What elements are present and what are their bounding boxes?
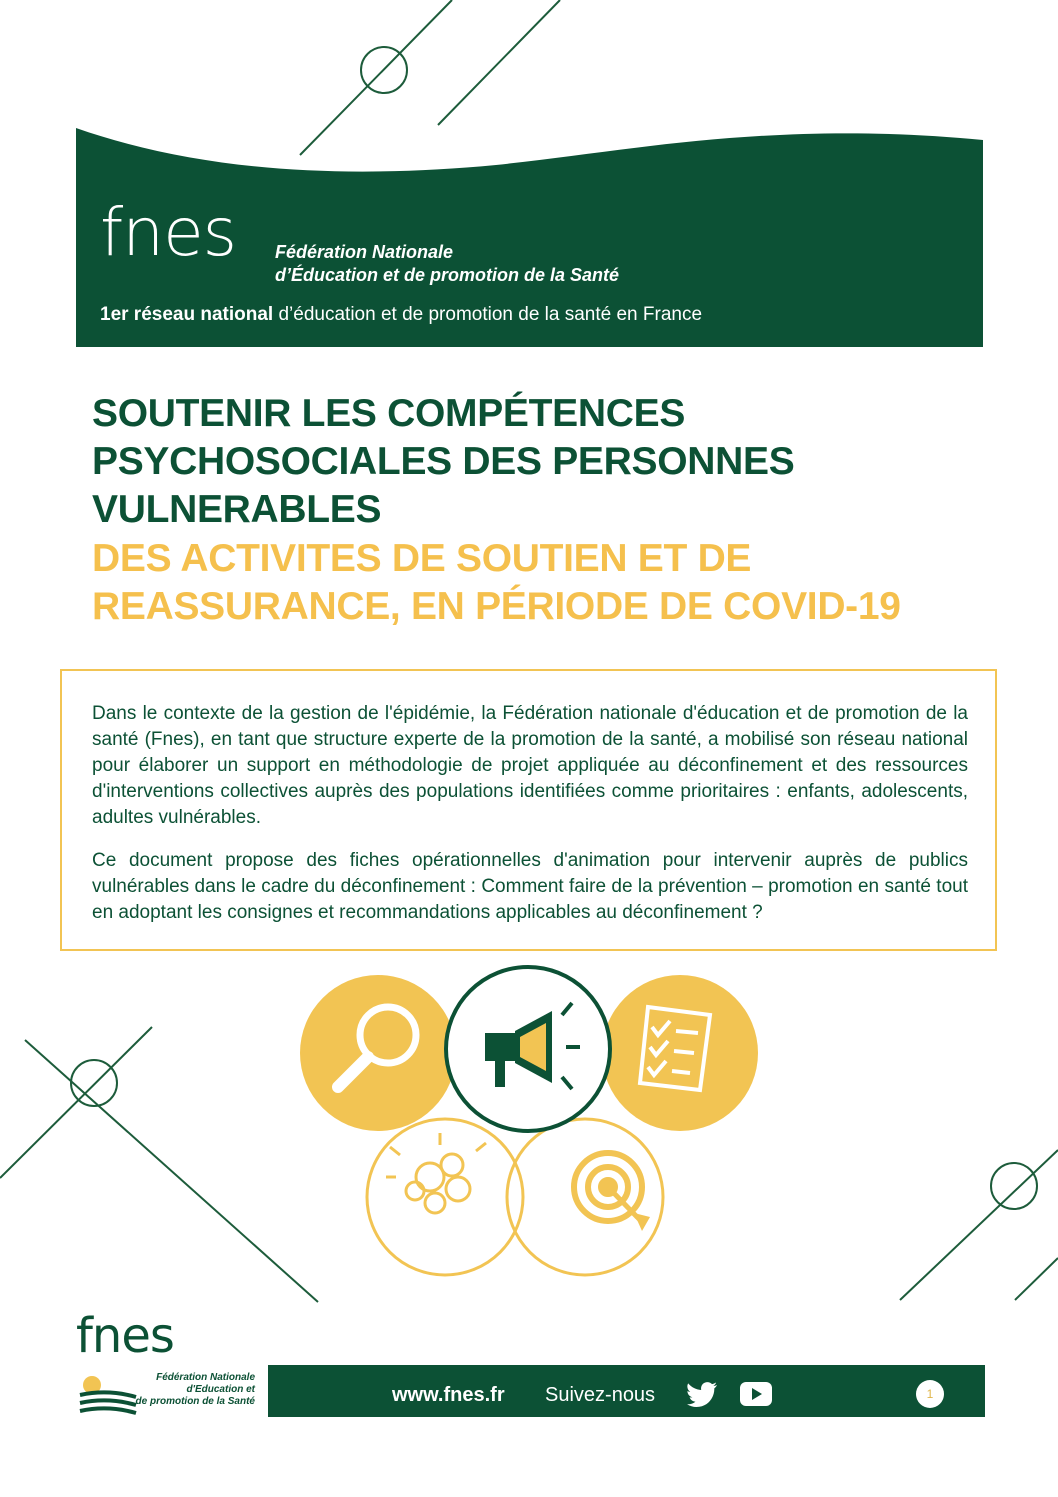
intro-paragraph-1: Dans le contexte de la gestion de l'épidémie, la Fédération nationale d'éducation et de promotion de la santé (Fnes), en tant que structure experte de la promotion de la santé, a mobilisé son réseau national pour élaborer un support en méthodologie de projet appliquée au déconfinement et des ressources d'interventions collectives auprès des populations identifiées comme prioritaires : enfants, adolescents, adultes vulnérables. — [92, 703, 968, 828]
header-logo: fnes — [100, 194, 237, 271]
intro-paragraph-2: Ce document propose des fiches opérationnelles d'animation pour intervenir auprès de publics vulnérables dans le cadre du déconfinement : Comment faire de la prévention – promotion en santé tout en adoptant les consignes et recommandations applicables au déconfinement ? — [92, 850, 968, 923]
twitter-icon[interactable] — [686, 1381, 718, 1409]
header-tagline: 1er réseau national d’éducation et de promotion de la santé en France — [100, 304, 703, 325]
page-subtitle: DES ACTIVITES DE SOUTIEN ET DE REASSURANCE, EN PÉRIODE DE COVID-19 — [92, 537, 901, 628]
footer-logo: fnes — [76, 1308, 174, 1364]
header-org-name: Fédération Nationale d’Éducation et de promotion de la Santé — [275, 242, 620, 285]
brain-gears-icon — [386, 1133, 486, 1213]
youtube-icon[interactable] — [740, 1382, 772, 1406]
target-icon — [574, 1153, 650, 1231]
page-title: SOUTENIR LES COMPÉTENCES PSYCHOSOCIALES DES PERSONNES VULNERABLES — [92, 392, 795, 531]
footer-follow-label: Suivez-nous — [545, 1384, 656, 1406]
footer-website-link[interactable]: www.fnes.fr — [392, 1384, 505, 1406]
intro-box — [60, 669, 997, 951]
illustration — [290, 965, 770, 1285]
magnifier-circle — [300, 975, 456, 1131]
page-number: 1 — [916, 1380, 944, 1408]
footer-org-name: Fédération Nationale d'Education et de promotion de la Santé — [135, 1372, 255, 1407]
